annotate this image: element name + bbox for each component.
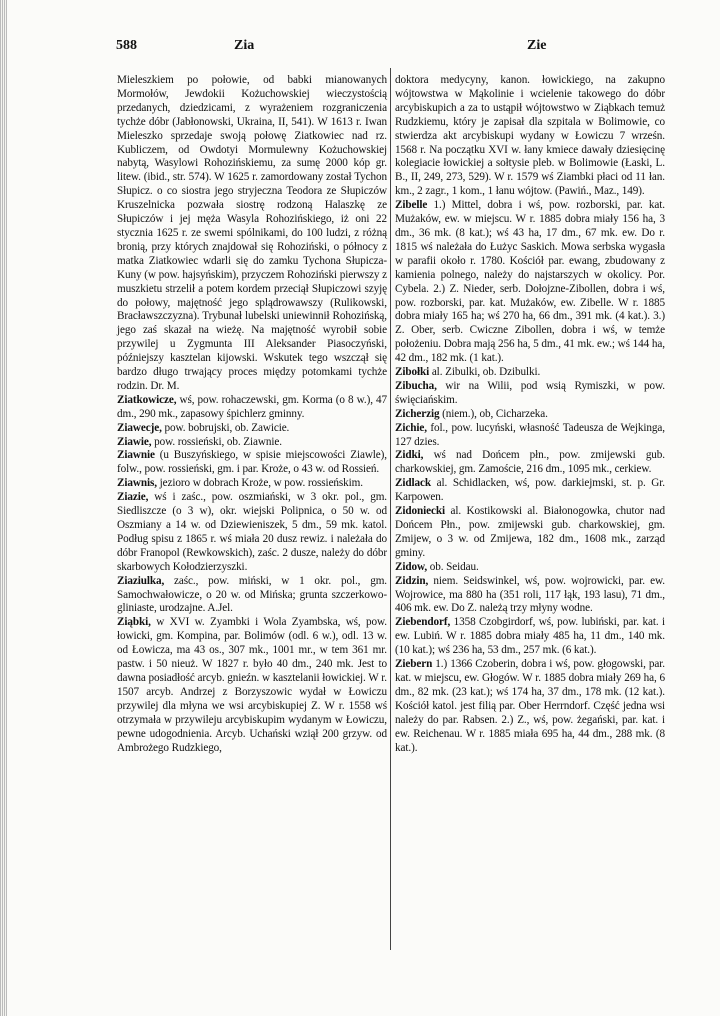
binding-edge: [0, 0, 7, 1016]
dictionary-entry: [117, 422, 387, 436]
entry-headword: Zibucha,: [395, 379, 437, 392]
entry-headword: Zidoniecki: [395, 505, 445, 518]
entry-text: wś i zaśc., pow. oszmiański, w 3 okr. pol., gm. Siedliszcze (o 3 w), okr. wiejski Polipnica, o 50 w. od Oszmiany a 14 w. od Dziewieniszek, 5 dm., 59 mk. katol. Podług spisu z 1865 r. wś miała 20 dusz rewiz. i należała do dóbr Franopol (Rewkowskich), zaśc. 2 dusze, należy do dóbr skarbowych Kołodzierzyszki.: [117, 491, 387, 573]
entry-text: (niem.), ob, Cicharzeka.: [439, 407, 548, 420]
entry-headword: Zichie,: [395, 421, 427, 434]
dictionary-entry: [395, 477, 665, 505]
entry-text: pow. bobrujski, ob. Zawicie.: [161, 421, 290, 434]
entry-headword: Ziąbki,: [117, 616, 151, 629]
entry-headword: Ziebendorf,: [395, 616, 451, 629]
entry-text: wś nad Dońcem płn., pow. zmijewski gub. charkowskiej, gm. Zamoście, 216 dm., 1095 mk., cerkiew.: [395, 449, 665, 476]
entry-headword: Ziawnie: [117, 449, 155, 462]
entry-text: zaśc., pow. miński, w 1 okr. pol., gm. Samochwałowicze, o 20 w. od Mińska; grunta szczerkowo-gliniaste, urodzajne. A.Jel.: [117, 574, 387, 615]
entry-headword: Zidzin,: [395, 574, 429, 587]
entry-text: al. Kostikowski al. Białonogowka, chutor nad Dońcem Płn., pow. zmijewski gub. charkowskiej, gm. Zmijew, o 3 w. od Zmijewa, 182 dm., 1608 mk., zarząd gminy.: [395, 505, 665, 559]
dictionary-entry: [117, 575, 387, 617]
dictionary-entry: [395, 505, 665, 561]
dictionary-entry: [117, 74, 387, 394]
dictionary-entry: [395, 575, 665, 617]
entry-text: fol., pow. lucyński, własność Tadeusza de Wejkinga, 127 dzies.: [395, 421, 665, 448]
dictionary-entry: [395, 366, 665, 380]
entry-text: 1.) Mittel, dobra i wś, pow. rozborski, par. kat. Mużaków, ew. w miejscu. W r. 1885 dobra miały 156 ha, 3 dm., 36 mk. (8 kat.); wś 43 ha, 17 dm., 67 mk. ew. Do r. 1815 wś należała do Łużyc Saskich. Mowa serbska wygasła w parafii około r. 1780. Kościół par. ewang, zbudowany z kamienia polnego, należy do najstarszych w okolicy. Por. Cybela. 2.) Z. Nieder, serb. Dołojzne-Zibollen, dobra i wś, pow. rozborski, par. kat. Mużaków, ew. Zibelle. W r. 1885 dobra miały 165 ha; wś 270 ha, 66 dm., 391 mk. (4 kat.). 3.) Z. Ober, serb. Cwiczne Zibollen, dobra i wś, w temże położeniu. Dobra mają 256 ha, 5 dm., 41 mk. ew.; wś 144 ha, 42 dm., 182 mk. (1 kat.).: [395, 199, 665, 365]
dictionary-entry: [395, 199, 665, 366]
entry-text: Mieleszkiem po połowie, od babki mianowanych Mormołów, Jewdokii Kożuchowskiej wieczystością przedanych, dziedzicami, z wyrażeniem rozgraniczenia tychże dóbr (Jabłonowski, Ukraina, II, 541). W 1613 r. Iwan Mieleszko sprzedaje swoją połowę Ziatkowiec nad rz. Kubliczem, od Owdotyi Mormulewny Kożuchowskiej nabytą, Wasylowi Rohozińskiemu, za sumę 2000 kóp gr. litew. (ibid., str. 574). W 1625 r. zamordowany został Tychon Słupicz. o co siostra jego stryjeczna Teodora ze Słupiczów Kruszelnicka pozwała siostrę rodzoną Halaszkę ze Słupiczów i jej męża Wasyla Rohozińskiego, iż oni 22 stycznia 1625 r. ze swemi spólnikami, do 100 ludzi, z różną bronią, przy których znajdował się Rohoziński, o północy z matka Ziatkowiec wdarli się do zamku Tychona Słupicza-Kuny (w pow. hajsyńskim), przyczem Rohoziński pierwszy z muszkietu strzelił a potem kordem przeciął Słupiczowi szyję do połowy, majętność jego splądrowawszy (Rulikowski, Bracławszczyzna). Trybunał lubelski uniewinnił Rohozińską, jego zaś skazał na wieżę. Na majętność wyrobił sobie przywilej u Zygmunta III Aleksander Piasoczyński, późniejszy kasztelan kijowski. Wskutek tego wszczął się bardzo długo trwający proces między potomkami tychże rodzin. Dr. M.: [117, 74, 387, 392]
entry-text: al. Zibulki, ob. Dzibulki.: [429, 366, 541, 379]
entry-text: al. Schidlacken, wś, pow. darkiejmski, st. p. Gr. Karpowen.: [395, 477, 665, 504]
page-number: 588: [116, 38, 137, 53]
dictionary-entry: [395, 658, 665, 755]
entry-text: w XVI w. Zyambki i Wola Zyambska, wś, pow. łowicki, gm. Kompina, par. Bolimów (odl. 6 w.), odl. 13 w. od Łowicza, ma 43 os., 307 mk., 1001 mr., w tem 361 mr. pastw. i 50 nieuż. W 1827 r. było 40 dm., 240 mk. Jest to dawna posiadłość arcyb. gnieźn. w kasztelanii łowickiej. W r. 1507 arcyb. Andrzej z Borzyszowic wydał w Łowiczu przywilej dla młyna we wsi arcybiskupiej Z. W r. 1558 wś otrzymała w przywileju arcybiskupim wydanym w Łowiczu, pewne udogodnienia. Arcyb. Uchański wziął 200 grzyw. od Ambrożego Rudzkiego,: [117, 616, 387, 754]
entry-text: wś, pow. rohaczewski, gm. Korma (o 8 w.), 47 dm., 290 mk., zapasowy śpichlerz gminny.: [117, 393, 387, 420]
entry-headword: Zibołki: [395, 366, 430, 379]
entry-headword: Ziazie,: [117, 491, 149, 504]
dictionary-entry: [117, 436, 387, 450]
entry-text: pow. rossieński, ob. Ziawnie.: [151, 435, 282, 448]
entry-text: wir na Wilii, pod wsią Rymiszki, w pow. święciańskim.: [395, 379, 665, 406]
dictionary-entry: [117, 616, 387, 755]
left-column: [117, 74, 387, 755]
dictionary-entry: [395, 561, 665, 575]
running-head-left: Zia: [234, 38, 255, 53]
entry-headword: Ziawnis,: [117, 477, 157, 490]
dictionary-entry: [117, 491, 387, 574]
entry-headword: Zidki,: [395, 449, 424, 462]
entry-headword: Ziawie,: [117, 435, 152, 448]
dictionary-entry: [395, 616, 665, 658]
entry-text: ob. Seidau.: [427, 560, 479, 573]
dictionary-entry: [395, 422, 665, 450]
entry-text: 1358 Czobgirdorf, wś, pow. lubiński, par. kat. i ew. Lubiń. W r. 1885 dobra miały 485 ha, 11 dm., 140 mk. (10 kat.); wś 236 ha, 53 dm., 257 mk. (6 kat.).: [395, 616, 665, 657]
entry-text: jezioro w dobrach Kroże, w pow. rossieńskim.: [156, 477, 363, 490]
entry-headword: Ziatkowicze,: [117, 393, 177, 406]
entry-text: niem. Seidswinkel, wś, pow. wojrowicki, par. ew. Wojrowice, ma 880 ha (351 roli, 117 łąk, 193 lasu), 71 dm., 406 mk. ew. Do Z. należą trzy młyny wodne.: [395, 574, 665, 615]
entry-headword: Ziawecje,: [117, 421, 162, 434]
entry-headword: Zicherzig: [395, 407, 440, 420]
dictionary-entry: [117, 449, 387, 477]
entry-text: doktora medycyny, kanon. łowickiego, na zakupno wójtowstwa w Mąkolinie i wcielenie takowego do dóbr arcybiskupich a za to ustąpił wójtowstwo w Ziąbkach temuż Rudzkiemu, który je zapisał dla szpitala w Bolimowie, co stwierdza akt arcybiskupi wydany w Łowiczu 7 wrześn. 1568 r. Na początku XVI w. łany kmiece dawały dziesięcinę kolegiacie łowickiej a sołtysie pleb. w Bolimowie (Łaski, L. B., II, 249, 273, 529). W r. 1579 wś Ziambki płaci od 11 łan. km., 2 zagr., 1 kom., 1 łanu wójtow. (Pawiń., Maz., 149).: [395, 74, 665, 198]
dictionary-entry: [395, 408, 665, 422]
entry-headword: Ziebern: [395, 658, 433, 671]
right-column: [395, 74, 665, 755]
running-head-right: Zie: [527, 38, 547, 53]
dictionary-entry: [117, 477, 387, 491]
entry-headword: Ziaziulka,: [117, 574, 165, 587]
entry-text: 1.) 1366 Czoberin, dobra i wś, pow. głogowski, par. kat. w miejscu, ew. Głogów. W r. 1885 dobra miały 269 ha, 6 dm., 82 mk. (23 kat.); wś 174 ha, 37 dm., 178 mk. (12 kat.). Kościół katol. jest filią par. Ober Herrndorf. Część jedna wsi należy do par. Rabsen. 2.) Z., wś, pow. żegański, par. kat. i ew. Reichenau. W r. 1885 miała 695 ha, 44 dm., 288 mk. (8 kat.).: [395, 658, 665, 754]
entry-headword: Zidow,: [395, 560, 428, 573]
dictionary-entry: [117, 394, 387, 422]
dictionary-entry: [395, 380, 665, 408]
entry-headword: Zidlack: [395, 477, 431, 490]
column-rule: [390, 68, 391, 950]
entry-headword: Zibelle: [395, 199, 428, 212]
dictionary-entry: [395, 449, 665, 477]
dictionary-entry: [395, 74, 665, 199]
entry-text: (u Buszyńskiego, w spisie miejscowości Ziawle), folw., pow. rossieński, gm. i par. Kroże, o 43 w. od Rossień.: [117, 449, 387, 476]
